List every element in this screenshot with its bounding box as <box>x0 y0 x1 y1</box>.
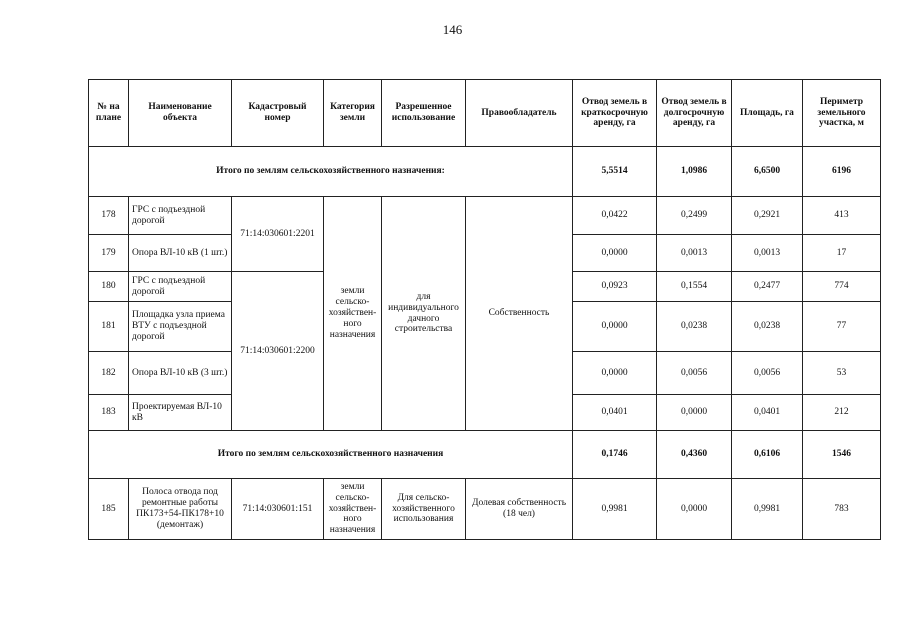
subtotal-short: 0,1746 <box>573 431 657 479</box>
short-term-lease: 0,0000 <box>573 302 657 352</box>
perimeter: 413 <box>803 197 881 235</box>
subtotal-short: 5,5514 <box>573 147 657 197</box>
subtotal-perimeter: 1546 <box>803 431 881 479</box>
header-cell: Площадь, га <box>732 80 803 147</box>
perimeter: 783 <box>803 479 881 540</box>
subtotal-area: 6,6500 <box>732 147 803 197</box>
short-term-lease: 0,0923 <box>573 272 657 302</box>
long-term-lease: 0,1554 <box>657 272 732 302</box>
page-number: 146 <box>442 22 463 37</box>
short-term-lease: 0,0422 <box>573 197 657 235</box>
cadastral-number: 71:14:030601:2200 <box>232 272 324 431</box>
long-term-lease: 0,0013 <box>657 235 732 272</box>
short-term-lease: 0,0000 <box>573 235 657 272</box>
cadastral-number: 71:14:030601:151 <box>232 479 324 540</box>
area: 0,0238 <box>732 302 803 352</box>
object-name: Полоса отвода под ремонтные работы ПК173+54-ПК178+10 (демонтаж) <box>129 479 232 540</box>
rights-holder: Долевая собственность (18 чел) <box>466 479 573 540</box>
rights-holder: Собственность <box>466 197 573 431</box>
object-name: Опора ВЛ-10 кВ (1 шт.) <box>129 235 232 272</box>
perimeter: 774 <box>803 272 881 302</box>
long-term-lease: 0,0000 <box>657 479 732 540</box>
subtotal-long: 1,0986 <box>657 147 732 197</box>
short-term-lease: 0,9981 <box>573 479 657 540</box>
table-row <box>89 479 881 540</box>
row-number: 178 <box>89 197 129 235</box>
header-cell: Отвод земель в краткосрочную аренду, га <box>573 80 657 147</box>
object-name: Площадка узла приема ВТУ с подъездной дорогой <box>129 302 232 352</box>
subtotal-label: Итого по землям сельскохозяйственного назначения <box>89 431 573 479</box>
short-term-lease: 0,0401 <box>573 395 657 431</box>
long-term-lease: 0,0238 <box>657 302 732 352</box>
perimeter: 77 <box>803 302 881 352</box>
permitted-use: Для сельско-хозяйственного использования <box>382 479 466 540</box>
long-term-lease: 0,0056 <box>657 352 732 395</box>
perimeter: 212 <box>803 395 881 431</box>
header-cell: Категория земли <box>324 80 382 147</box>
land-category: земли сельско-хозяйствен-ного назначения <box>324 197 382 431</box>
area: 0,9981 <box>732 479 803 540</box>
land-category: земли сельско-хозяйствен-ного назначения <box>324 479 382 540</box>
header-cell: Разрешенное использование <box>382 80 466 147</box>
header-cell: Кадастровый номер <box>232 80 324 147</box>
row-number: 180 <box>89 272 129 302</box>
area: 0,0056 <box>732 352 803 395</box>
object-name: ГРС с подъездной дорогой <box>129 272 232 302</box>
area: 0,0401 <box>732 395 803 431</box>
perimeter: 53 <box>803 352 881 395</box>
row-number: 183 <box>89 395 129 431</box>
subtotal-long: 0,4360 <box>657 431 732 479</box>
row-number: 185 <box>89 479 129 540</box>
subtotal-label: Итого по землям сельскохозяйственного назначения: <box>89 147 573 197</box>
cadastral-number: 71:14:030601:2201 <box>232 197 324 272</box>
header-cell: Правообладатель <box>466 80 573 147</box>
permitted-use: для индивидуального дачного строительства <box>382 197 466 431</box>
row-number: 182 <box>89 352 129 395</box>
land-allocation-table <box>88 79 881 540</box>
long-term-lease: 0,2499 <box>657 197 732 235</box>
object-name: Опора ВЛ-10 кВ (3 шт.) <box>129 352 232 395</box>
area: 0,2921 <box>732 197 803 235</box>
perimeter: 17 <box>803 235 881 272</box>
subtotal-row <box>89 431 881 479</box>
short-term-lease: 0,0000 <box>573 352 657 395</box>
object-name: ГРС с подъездной дорогой <box>129 197 232 235</box>
row-number: 179 <box>89 235 129 272</box>
subtotal-row <box>89 147 881 197</box>
subtotal-area: 0,6106 <box>732 431 803 479</box>
table-row <box>89 197 881 235</box>
header-cell: Периметр земельного участка, м <box>803 80 881 147</box>
subtotal-perimeter: 6196 <box>803 147 881 197</box>
long-term-lease: 0,0000 <box>657 395 732 431</box>
header-cell: № на плане <box>89 80 129 147</box>
object-name: Проектируемая ВЛ-10 кВ <box>129 395 232 431</box>
header-cell: Наименование объекта <box>129 80 232 147</box>
header-cell: Отвод земель в долгосрочную аренду, га <box>657 80 732 147</box>
area: 0,2477 <box>732 272 803 302</box>
header-row <box>89 80 881 147</box>
row-number: 181 <box>89 302 129 352</box>
area: 0,0013 <box>732 235 803 272</box>
